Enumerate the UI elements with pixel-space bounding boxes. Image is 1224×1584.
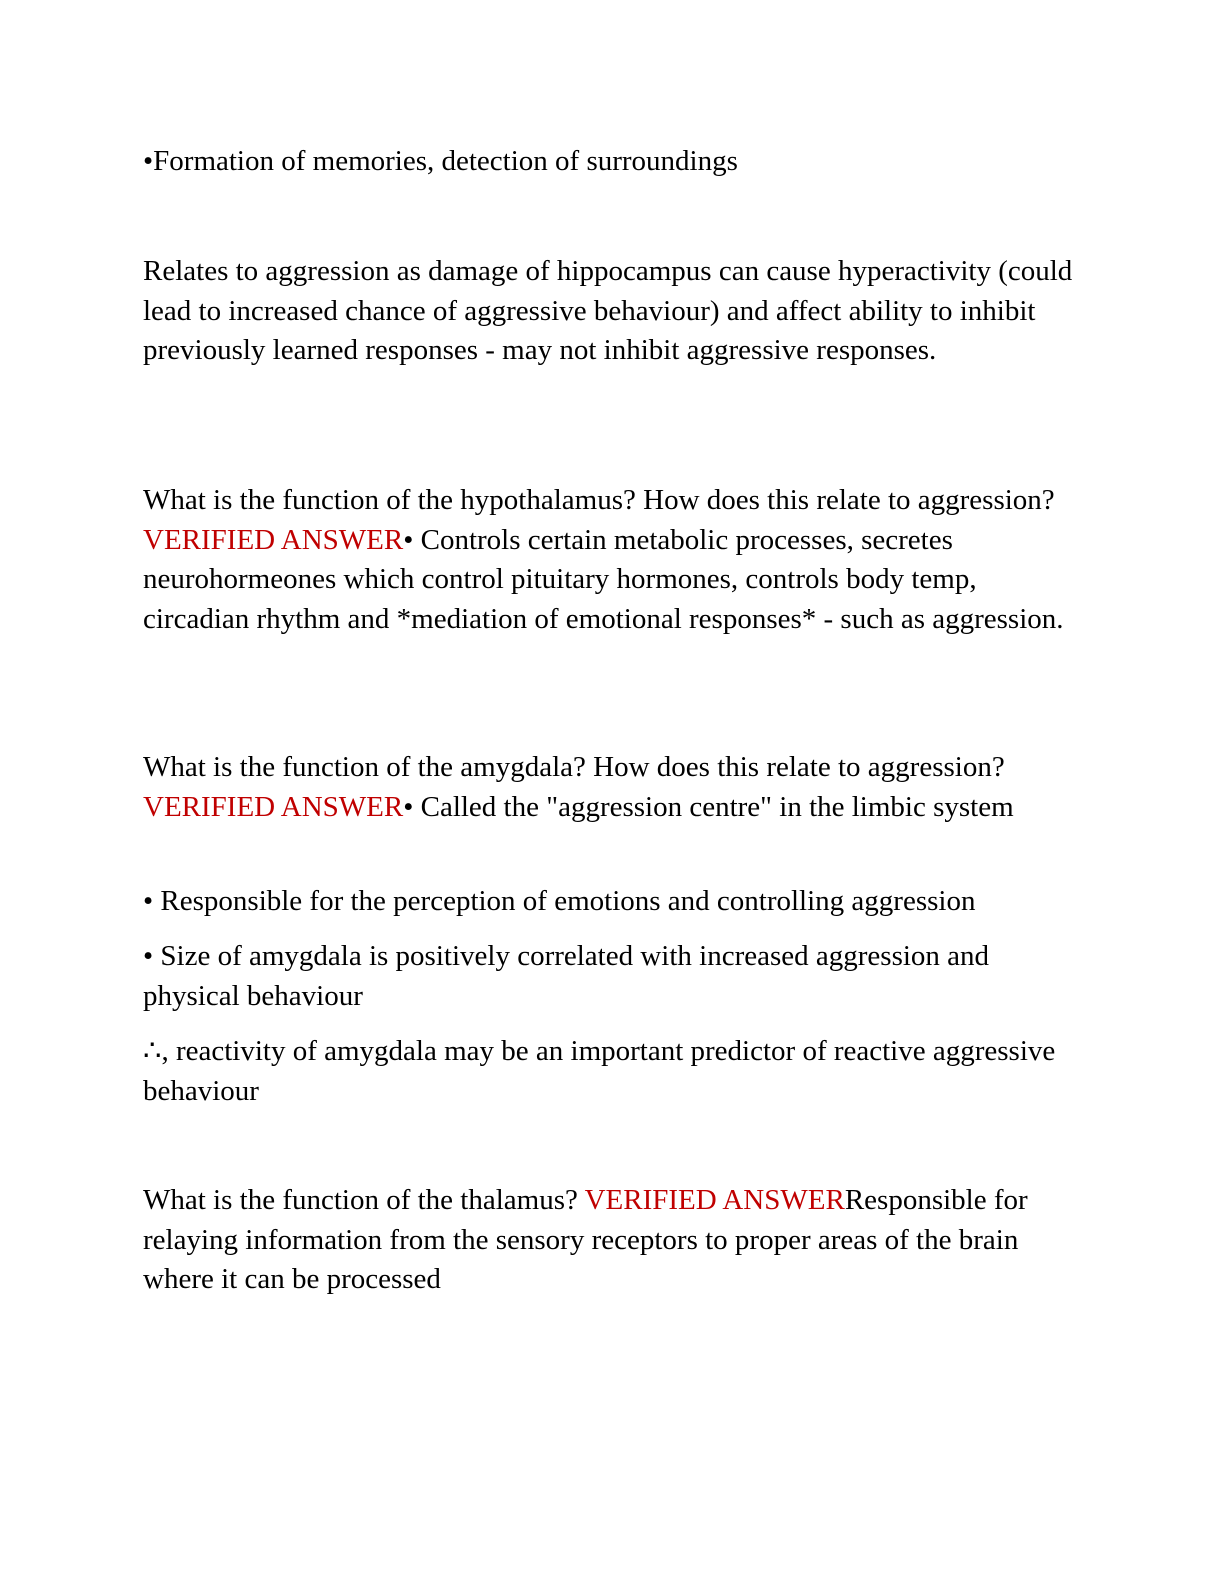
hypothalamus-question: What is the function of the hypothalamus? How does this relate to aggression?: [143, 484, 1055, 516]
hypothalamus-answer: • Controls certain metabolic processes, secretes neurohormeones which control pituitary hormones, controls body temp, circadian rhythm and *mediation of emotional responses* - such as aggression.: [143, 523, 1064, 635]
amygdala-point-size: • Size of amygdala is positively correlated with increased aggression and physical behaviour: [143, 940, 990, 1012]
verified-answer-label: VERIFIED ANSWER: [143, 790, 404, 823]
thalamus-answer: Responsible for relaying information from the sensory receptors to proper areas of the brain where it can be processed: [143, 1184, 1028, 1296]
verified-answer-label: VERIFIED ANSWER: [584, 1184, 845, 1216]
verified-answer-label: VERIFIED ANSWER: [143, 523, 404, 556]
amygdala-qa: [143, 748, 1083, 827]
amygdala-question: What is the function of the amygdala? How does this relate to aggression?: [143, 751, 1005, 783]
hypothalamus-qa: [143, 481, 1083, 639]
hippocampus-aggression-text: Relates to aggression as damage of hippocampus can cause hyperactivity (could lead to increased chance of aggressive behaviour) and affect ability to inhibit previously learned responses - may not inhibit aggressive responses.: [143, 255, 1073, 367]
amygdala-answer: • Called the "aggression centre" in the limbic system: [403, 790, 1014, 823]
hippocampus-function-text: •Formation of memories, detection of surroundings: [143, 145, 738, 177]
thalamus-qa: [143, 1181, 1083, 1300]
amygdala-point-perception: • Responsible for the perception of emotions and controlling aggression: [143, 885, 976, 917]
amygdala-conclusion: ∴, reactivity of amygdala may be an important predictor of reactive aggressive behaviour: [143, 1035, 1056, 1107]
thalamus-question: What is the function of the thalamus?: [143, 1184, 585, 1216]
